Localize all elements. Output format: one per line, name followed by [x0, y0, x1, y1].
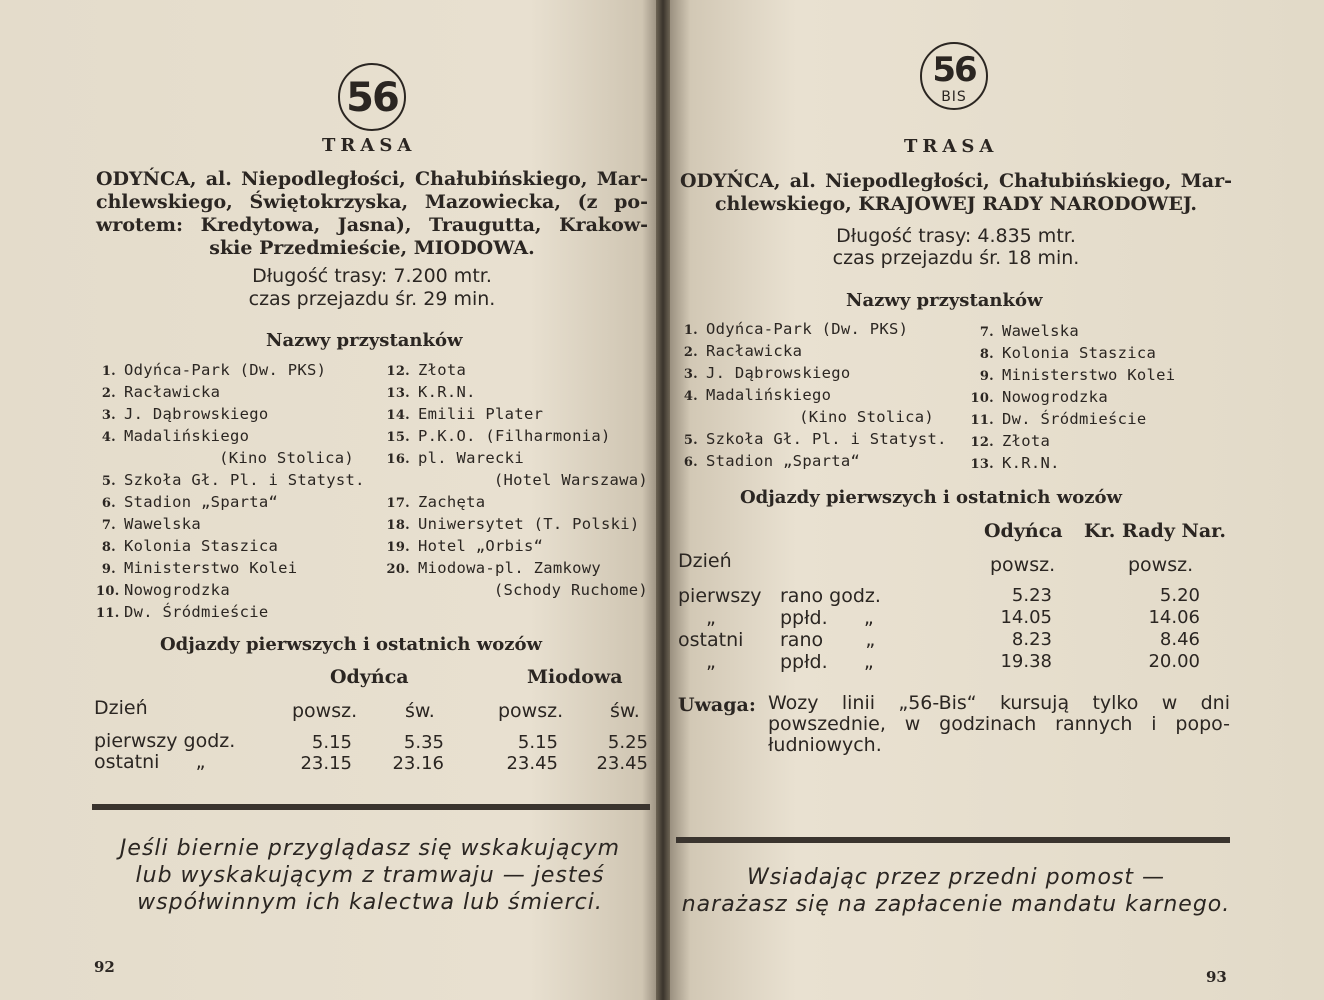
stop-number: 14.	[386, 408, 410, 423]
stop-name: Ministerstwo Kolei	[1002, 366, 1176, 384]
cell-value: 14.06	[1148, 607, 1200, 628]
route-line: skie Przedmieście, MIODOWA.	[209, 237, 535, 259]
cell-value: 5.15	[311, 732, 352, 753]
stop-item	[384, 425, 648, 449]
row-label-day: „	[706, 651, 716, 673]
stop-name: Racławicka	[706, 342, 803, 360]
stop-item	[384, 491, 648, 515]
stop-item	[968, 364, 1230, 388]
stop-item	[96, 557, 354, 581]
route-line: wrotem: Kredytowa, Jasna), Traugutta, Krakow-	[96, 214, 648, 236]
stop-number: 6.	[101, 496, 116, 511]
cell-value: 23.15	[300, 753, 352, 774]
stop-name: J. Dąbrowskiego	[706, 364, 851, 382]
stop-name: Wawelska	[1002, 322, 1080, 340]
timetable-group-odynca: Odyńca	[330, 666, 409, 688]
row-label: pierwszy godz.	[94, 730, 236, 752]
cell-value: 5.25	[607, 732, 648, 753]
stop-number: 7.	[101, 518, 116, 533]
stop-number: 3.	[683, 367, 698, 382]
timetable-day-label: Dzień	[94, 697, 148, 719]
stop-item	[678, 428, 947, 452]
stops-title: Nazwy przystanków	[846, 290, 1043, 311]
stop-name: Hotel „Orbis“	[418, 537, 544, 555]
stop-name: Szkoła Gł. Pl. i Statyst.	[124, 471, 365, 489]
stop-item	[384, 535, 648, 559]
line-badge-56-bis	[920, 42, 988, 110]
page-number: 92	[94, 958, 115, 976]
stop-number: 15.	[386, 430, 410, 445]
stop-item	[678, 340, 934, 364]
row-label-day: pierwszy	[678, 585, 762, 607]
stop-item	[968, 430, 1230, 454]
stop-name: Stadion „Sparta“	[124, 493, 279, 511]
stop-name: Odyńca-Park (Dw. PKS)	[706, 320, 909, 338]
book-gutter	[656, 0, 670, 1000]
row-label: ostatni „	[94, 751, 206, 773]
stop-name: Kolonia Staszica	[1002, 344, 1157, 362]
timetable-group-miodowa: Miodowa	[527, 666, 623, 688]
cell-value: 5.23	[1011, 585, 1052, 606]
stop-name: (Schody Ruchome)	[493, 581, 648, 599]
line-number: 56	[932, 50, 976, 90]
departures-title: Odjazdy pierwszych i ostatnich wozów	[740, 487, 1122, 508]
travel-time: czas przejazdu śr. 18 min.	[832, 247, 1080, 269]
stop-name: Dw. Śródmieście	[124, 603, 269, 621]
stop-name: K.R.N.	[1002, 454, 1060, 472]
stop-item	[96, 579, 354, 603]
cell-value: 5.20	[1159, 585, 1200, 606]
route-length: Długość trasy: 7.200 mtr.	[252, 265, 492, 287]
stop-name: pl. Warecki	[418, 449, 524, 467]
col-powsz: powsz.	[498, 700, 564, 722]
stop-name: Madalińskiego	[706, 386, 832, 404]
stop-number: 2.	[683, 345, 698, 360]
col-sw: św.	[405, 700, 435, 722]
cell-value: 19.38	[1000, 651, 1052, 672]
stop-number: 10.	[96, 584, 120, 599]
stop-number: 9.	[979, 369, 994, 384]
safety-motto	[672, 864, 1240, 918]
row-label-time: ppłd. „	[780, 651, 874, 673]
page-right	[664, 0, 1324, 1000]
col-powsz: powsz.	[292, 700, 358, 722]
cell-value: 23.16	[392, 753, 444, 774]
stop-item	[96, 535, 354, 559]
stop-item	[96, 447, 354, 469]
route-heading: TRASA	[904, 136, 999, 157]
stop-name: (Hotel Warszawa)	[493, 471, 648, 489]
stop-number: 19.	[386, 540, 410, 555]
stop-item	[678, 318, 934, 342]
stop-item	[96, 403, 354, 427]
stop-item	[96, 359, 354, 383]
stop-name: Nowogrodzka	[124, 581, 230, 599]
divider-rule	[92, 804, 650, 810]
stop-name: K.R.N.	[418, 383, 476, 401]
departures-title: Odjazdy pierwszych i ostatnich wozów	[160, 634, 542, 655]
stop-item	[678, 450, 934, 474]
stop-name: Szkoła Gł. Pl. i Statyst.	[706, 430, 947, 448]
stop-item	[384, 403, 648, 427]
stop-item	[384, 557, 648, 581]
route-description	[96, 168, 648, 260]
stop-item	[968, 342, 1230, 366]
stop-number: 13.	[970, 457, 994, 472]
route-line: ODYŃCA, al. Niepodległości, Chałubińskiego, Mar-	[680, 170, 1232, 192]
stop-number: 6.	[683, 455, 698, 470]
row-label-time: rano „	[780, 629, 876, 651]
motto-line: Wsiadając przez przedni pomost —	[746, 865, 1166, 890]
stop-item	[678, 406, 934, 428]
cell-value: 14.05	[1000, 607, 1052, 628]
stop-number: 10.	[970, 391, 994, 406]
note-text	[768, 693, 1230, 756]
line-badge-56	[338, 63, 406, 131]
page-number: 93	[1206, 968, 1227, 986]
stop-name: Odyńca-Park (Dw. PKS)	[124, 361, 327, 379]
line-suffix: BIS	[941, 89, 967, 105]
stop-number: 18.	[386, 518, 410, 533]
stop-name: P.K.O. (Filharmonia)	[418, 427, 611, 445]
route-line: ODYŃCA, al. Niepodległości, Chałubińskiego, Mar-	[96, 168, 648, 190]
stop-number: 1.	[683, 323, 698, 338]
motto-line: narażasz się na zapłacenie mandatu karnego.	[681, 892, 1231, 917]
stop-number: 4.	[101, 430, 116, 445]
stop-item	[384, 469, 648, 491]
stop-name: Kolonia Staszica	[124, 537, 279, 555]
stop-number: 5.	[101, 474, 116, 489]
timetable-day-label: Dzień	[678, 550, 732, 572]
stop-name: Uniwersytet (T. Polski)	[418, 515, 640, 533]
route-length: Długość trasy: 4.835 mtr.	[836, 225, 1076, 247]
cell-value: 23.45	[506, 753, 558, 774]
stop-number: 3.	[101, 408, 116, 423]
stop-item	[968, 452, 1230, 476]
stop-name: Miodowa-pl. Zamkowy	[418, 559, 602, 577]
stop-name: Dw. Śródmieście	[1002, 410, 1147, 428]
cell-value: 8.23	[1011, 629, 1052, 650]
stop-name: (Kino Stolica)	[799, 408, 934, 426]
cell-value: 23.45	[596, 753, 648, 774]
stop-number: 20.	[386, 562, 410, 577]
stop-name: Ministerstwo Kolei	[124, 559, 298, 577]
note-line: powszednie, w godzinach rannych i popo-	[768, 713, 1230, 735]
stop-number: 2.	[101, 386, 116, 401]
stops-title: Nazwy przystanków	[266, 330, 463, 351]
route-description	[680, 170, 1232, 216]
note-label: Uwaga:	[678, 694, 756, 716]
divider-rule	[676, 837, 1230, 843]
cell-value: 5.35	[403, 732, 444, 753]
cell-value: 8.46	[1159, 629, 1200, 650]
stop-item	[96, 469, 365, 493]
route-heading: TRASA	[322, 135, 417, 156]
stop-number: 4.	[683, 389, 698, 404]
line-number: 56	[346, 75, 398, 121]
row-label-day: „	[706, 607, 716, 629]
row-label-time: rano godz.	[780, 585, 881, 607]
stop-number: 13.	[386, 386, 410, 401]
route-line: chlewskiego, Świętokrzyska, Mazowiecka, (z po-	[96, 191, 648, 213]
motto-line: lub wyskakującym z tramwaju — jesteś	[135, 863, 605, 888]
stop-number: 8.	[101, 540, 116, 555]
route-line: chlewskiego, KRAJOWEJ RADY NARODOWEJ.	[714, 193, 1198, 215]
col-sw: św.	[610, 700, 640, 722]
stop-item	[968, 386, 1230, 410]
note-line: Wozy linii „56-Bis“ kursują tylko w dni	[768, 692, 1230, 714]
stop-item	[384, 359, 648, 383]
stop-name: Emilii Plater	[418, 405, 544, 423]
timetable-group-krn: Kr. Rady Nar.	[1084, 520, 1227, 542]
cell-value: 5.15	[517, 732, 558, 753]
timetable-group-odynca: Odyńca	[984, 520, 1063, 542]
stop-number: 8.	[979, 347, 994, 362]
col-powsz: powsz.	[1128, 554, 1194, 576]
note-line: łudniowych.	[768, 734, 882, 756]
cell-value: 20.00	[1148, 651, 1200, 672]
stop-name: Racławicka	[124, 383, 221, 401]
stop-name: J. Dąbrowskiego	[124, 405, 269, 423]
stop-name: Złota	[1002, 432, 1051, 450]
row-label-day: ostatni	[678, 629, 744, 651]
stop-item	[96, 601, 354, 625]
stop-number: 17.	[386, 496, 410, 511]
stop-name: Zachęta	[418, 493, 486, 511]
row-label-time: ppłd. „	[780, 607, 874, 629]
stop-number: 11.	[96, 606, 120, 621]
safety-motto	[88, 835, 652, 916]
stop-item	[384, 381, 648, 405]
stop-number: 5.	[683, 433, 698, 448]
stop-number: 12.	[386, 364, 410, 379]
stop-item	[96, 381, 354, 405]
stop-item	[678, 362, 934, 386]
stop-name: Stadion „Sparta“	[706, 452, 861, 470]
travel-time: czas przejazdu śr. 29 min.	[248, 288, 496, 310]
stop-item	[96, 491, 354, 515]
stop-name: (Kino Stolica)	[219, 449, 354, 467]
motto-line: współwinnym ich kalectwa lub śmierci.	[137, 890, 603, 915]
col-powsz: powsz.	[990, 554, 1056, 576]
motto-line: Jeśli biernie przyglądasz się wskakującym	[119, 836, 621, 861]
stop-name: Złota	[418, 361, 467, 379]
stop-number: 7.	[979, 325, 994, 340]
stop-item	[96, 513, 354, 537]
stop-number: 12.	[970, 435, 994, 450]
stop-name: Wawelska	[124, 515, 202, 533]
stop-item	[968, 408, 1230, 432]
stop-number: 9.	[101, 562, 116, 577]
stop-name: Nowogrodzka	[1002, 388, 1108, 406]
stop-item	[968, 320, 1230, 344]
stop-item	[384, 513, 648, 537]
stop-number: 11.	[970, 413, 994, 428]
stop-item	[678, 384, 934, 408]
stop-number: 16.	[386, 452, 410, 467]
stop-item	[384, 447, 648, 471]
stop-item	[96, 425, 354, 449]
stop-item	[384, 579, 648, 601]
stop-name: Madalińskiego	[124, 427, 250, 445]
stop-number: 1.	[101, 364, 116, 379]
